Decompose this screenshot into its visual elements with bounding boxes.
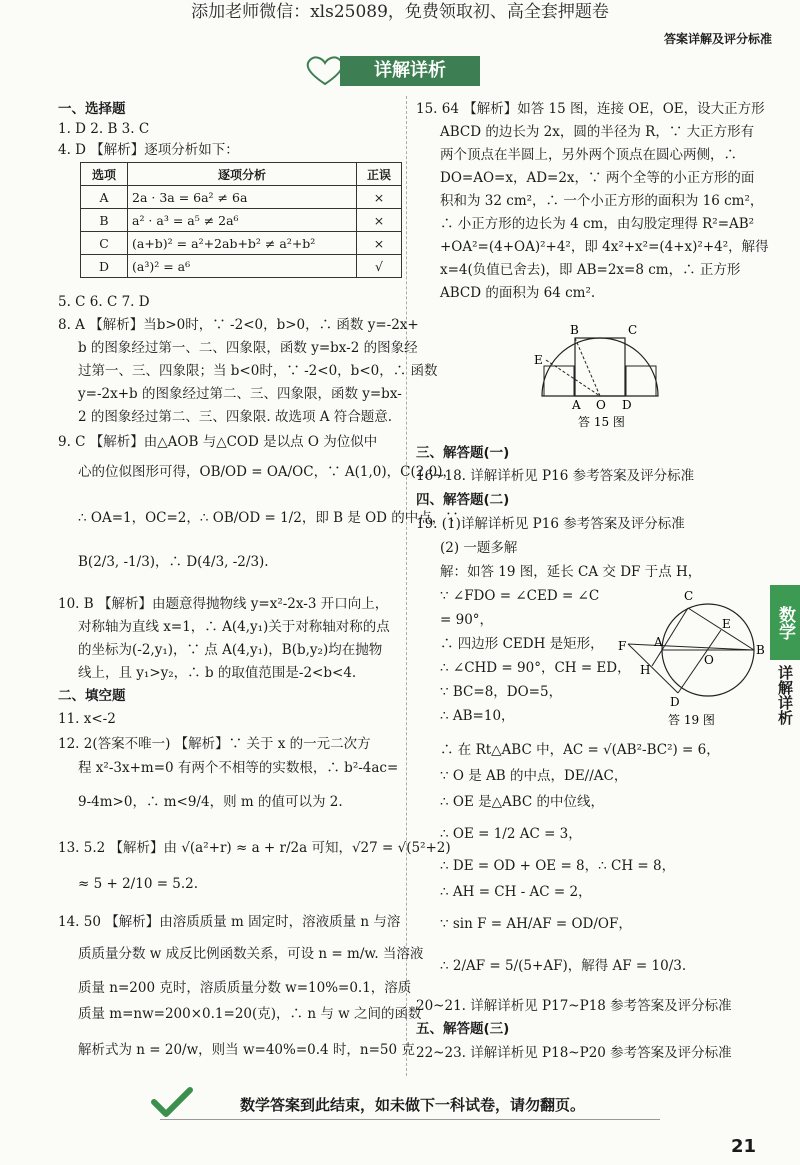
point-label: C: [684, 589, 694, 603]
table-cell: B: [81, 209, 128, 232]
table-row: [81, 186, 402, 209]
right-line: ∴ ∠CHD = 90°，CH = ED，: [440, 660, 631, 676]
left-line: B(2/3, -1/3)，∴ D(4/3, -2/3).: [78, 554, 269, 570]
table-cell: ×: [357, 232, 402, 255]
right-line: ∵ sin F = AH/AF = OD/OF，: [440, 916, 632, 932]
right-line: ∴ AH = CH - AC = 2，: [440, 884, 592, 900]
table-cell: ×: [357, 209, 402, 232]
right-line: 解：如答 19 图，延长 CA 交 DF 于点 H，: [440, 564, 702, 580]
subject-tab: 数学: [770, 585, 800, 660]
segment-bo: [575, 338, 600, 396]
point-label: D: [670, 695, 680, 709]
table-header: 逐项分析: [128, 163, 357, 186]
right-line: ∴ DE = OD + OE = 8，∴ CH = 8，: [440, 858, 676, 874]
left-line: 9. C 【解析】由△AOB 与△COD 是以点 O 为位似中: [58, 434, 378, 450]
left-line: 解析式为 n = 20/w，则当 w=40%=0.4 时，n=50 克: [78, 1042, 415, 1058]
point-label: B: [756, 643, 765, 657]
extension-ah: [652, 650, 662, 666]
left-line: 1. D 2. B 3. C: [58, 121, 150, 137]
left-line: 2 的图象经过第二、三、四象限. 故选项 A 符合题意.: [78, 409, 393, 425]
right-line: = 90°，: [440, 612, 494, 628]
right-line: ∴ AB=10，: [440, 708, 515, 724]
right-line: (2) 一题多解: [440, 540, 518, 556]
point-label: O: [596, 398, 606, 412]
line-fd: [628, 644, 678, 693]
right-line: 两个顶点在半圆上，另外两个顶点在圆心两侧，∴: [440, 147, 737, 163]
line-fb: [628, 644, 754, 650]
right-line: 20~21. 详解详析见 P17~P18 参考答案及评分标准: [416, 998, 732, 1014]
left-line: 程 x²-3x+m=0 有两个不相等的实数根，∴ b²-4ac=: [78, 760, 399, 776]
segment-ca: [662, 608, 688, 650]
point-label: B: [570, 323, 579, 337]
table-row: [81, 209, 402, 232]
point-label: A: [654, 635, 663, 649]
right-line: ABCD 的面积为 64 cm².: [440, 285, 596, 301]
segment-de: [678, 630, 721, 693]
figure-caption: 答 19 图: [668, 713, 715, 727]
segment-eo: [546, 360, 600, 396]
table-header: 选项: [81, 163, 128, 186]
left-line: 的坐标为(-2,y₁)，∵ 点 A(4,y₁)，B(b,y₂)均在抛物: [78, 642, 383, 658]
figure-caption: 答 15 图: [578, 415, 625, 429]
semicircle: [542, 338, 658, 396]
point-label: D: [622, 398, 632, 412]
figure-15: [520, 318, 680, 433]
left-line: 质量 m=nw=200×0.1=20(克)，∴ n 与 w 之间的函数: [78, 1006, 422, 1022]
table-cell: a² · a³ = a⁵ ≠ 2a⁶: [128, 209, 357, 232]
right-line: 积和为 32 cm²，∴ 一个小正方形的面积为 16 cm²，: [440, 193, 764, 209]
small-square: [544, 366, 574, 396]
left-line: 5. C 6. C 7. D: [58, 294, 150, 310]
point-label: A: [572, 398, 581, 412]
left-line: ≈ 5 + 2/10 = 5.2.: [78, 876, 199, 892]
right-line: ∵ BC=8，DO=5，: [440, 684, 563, 700]
left-line: ∴ OA=1，OC=2，∴ OB/OD = 1/2，即 B 是 OD 的中点，∵: [78, 510, 459, 526]
left-line: b 的图象经过第一、二、四象限，函数 y=bx-2 的图象经: [78, 340, 418, 356]
left-line: 质质量分数 w 成反比例函数关系，可设 n = m/w. 当溶液: [78, 946, 424, 962]
table-cell: A: [81, 186, 128, 209]
left-line: 4. D 【解析】逐项分析如下：: [58, 142, 239, 158]
page-title: 详解详析: [340, 56, 480, 86]
right-line: 15. 64 【解析】如答 15 图，连接 OE，OE，设大正方形: [416, 101, 765, 117]
right-line: 四、解答题(二): [416, 492, 510, 508]
point-label: E: [722, 617, 731, 631]
title-banner: [300, 52, 490, 90]
big-square: [575, 338, 625, 396]
left-line: 13. 5.2 【解析】由 √(a²+r) ≈ a + r/2a 可知，√27 = √(5²+2): [58, 840, 451, 856]
point-label: E: [534, 353, 543, 367]
left-line: 12. 2(答案不唯一) 【解析】∵ 关于 x 的一元二次方: [58, 736, 371, 752]
table-header: 正误: [357, 163, 402, 186]
right-line: +OA²=(4+OA)²+4²，即 4x²+x²=(4+x)²+4²，解得: [440, 239, 769, 255]
right-line: 16~18. 详解详析见 P16 参考答案及评分标准: [416, 468, 695, 484]
right-line: 19. (1)详解详析见 P16 参考答案及评分标准: [416, 516, 685, 532]
left-line: 线上，且 y₁>y₂，∴ b 的取值范围是-2<b<4.: [78, 665, 357, 681]
table-cell: C: [81, 232, 128, 255]
point-label: O: [704, 653, 714, 667]
left-line: 对称轴为直线 x=1，∴ A(4,y₁)关于对称轴对称的点: [78, 619, 390, 635]
right-line: 22~23. 详解详析见 P18~P20 参考答案及评分标准: [416, 1045, 732, 1061]
right-line: ∴ 2/AF = 5/(5+AF)，解得 AF = 10/3.: [440, 958, 687, 974]
left-line: 心的位似图形可得，OB/OD = OA/OC，∵ A(1,0)，C(2,0)，: [78, 464, 456, 480]
table-row: [81, 255, 402, 278]
left-line: 过第一、三、四象限；当 b<0时，∵ -2<0，b<0，∴ 函数: [78, 363, 438, 379]
right-line: DO=AO=x，AD=2x，∵ 两个全等的小正方形的面: [440, 170, 755, 186]
left-line: 8. A 【解析】当b>0时，∵ -2<0，b>0，∴ 函数 y=-2x+: [58, 317, 419, 333]
point-label: H: [640, 663, 651, 677]
table-cell: (a³)² = a⁶: [128, 255, 357, 278]
header-right: 答案详解及评分标准: [663, 32, 772, 46]
right-line: 五、解答题(三): [416, 1021, 510, 1037]
analysis-table: [80, 162, 402, 278]
side-label: 详解详析: [776, 665, 794, 725]
figure-19: [618, 578, 768, 738]
table-row: [81, 232, 402, 255]
right-line: 三、解答题(一): [416, 445, 510, 461]
left-line: y=-2x+b 的图象经过第二、三、四象限，函数 y=bx-: [78, 386, 402, 402]
segment-cb: [688, 608, 754, 650]
right-line: ∴ 在 Rt△ABC 中，AC = √(AB²-BC²) = 6，: [440, 742, 720, 758]
table-cell: √: [357, 255, 402, 278]
left-line: 二、填空题: [58, 688, 126, 704]
table-cell: ×: [357, 186, 402, 209]
point-label: C: [628, 323, 638, 337]
left-line: 10. B 【解析】由题意得抛物线 y=x²-2x-3 开口向上，: [58, 596, 389, 612]
right-line: x=4(负值已舍去)，即 AB=2x=8 cm，∴ 正方形: [440, 262, 741, 278]
right-line: ∴ OE 是△ABC 的中位线，: [440, 794, 605, 810]
table-cell: 2a · 3a = 6a² ≠ 6a: [128, 186, 357, 209]
left-line: 一、选择题: [58, 101, 126, 117]
footer-note: 数学答案到此结束，如未做下一科试卷，请勿翻页。: [240, 1096, 586, 1114]
page-number: 21: [730, 1136, 756, 1157]
table-cell: D: [81, 255, 128, 278]
right-line: ∵ O 是 AB 的中点，DE//AC，: [440, 768, 628, 784]
right-line: ∴ OE = 1/2 AC = 3，: [440, 826, 582, 842]
left-line: 9-4m>0，∴ m<9/4，则 m 的值可以为 2.: [78, 794, 343, 810]
small-square: [626, 366, 656, 396]
table-cell: (a+b)² = a²+2ab+b² ≠ a²+b²: [128, 232, 357, 255]
right-line: ∴ 小正方形的边长为 4 cm，由勾股定理得 R²=AB²: [440, 216, 755, 232]
top-banner: 添加老师微信：xls25089，免费领取初、高全套押题卷: [191, 2, 609, 22]
left-line: 11. x<-2: [58, 711, 116, 727]
right-line: ∵ ∠FDO = ∠CED = ∠C: [440, 588, 600, 604]
right-line: ∴ 四边形 CEDH 是矩形，: [440, 636, 604, 652]
point-label: F: [618, 639, 627, 653]
column-divider: [406, 96, 407, 1076]
left-line: 质量 n=200 克时，溶质质量分数 w=10%=0.1，溶质: [78, 980, 412, 996]
left-line: 14. 50 【解析】由溶质质量 m 固定时，溶液质量 n 与溶: [58, 914, 401, 930]
right-line: ABCD 的边长为 2x，圆的半径为 R，∵ 大正方形有: [440, 124, 755, 140]
